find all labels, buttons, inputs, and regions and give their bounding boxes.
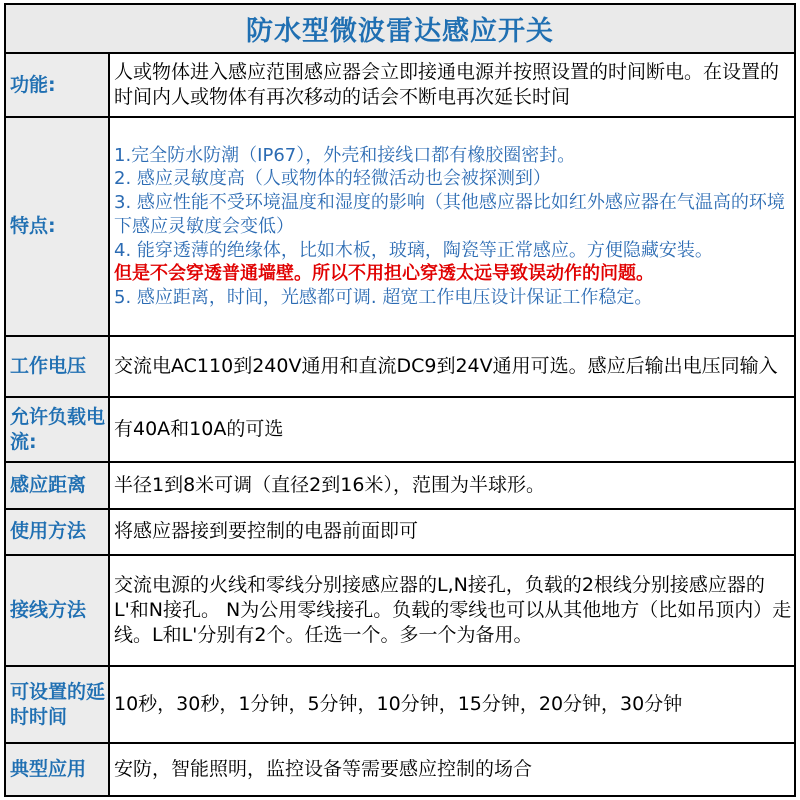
voltage-text: 交流电AC110到240V通用和直流DC9到24V通用可选。感应后输出电压同输入	[114, 354, 778, 377]
row-delay	[5, 666, 795, 743]
value-applications: 安防，智能照明，监控设备等需要感应控制的场合	[109, 743, 795, 796]
feature-item-3: 3. 感应性能不受环境温度和湿度的影响（其他感应器比如红外感应器在气温高的环境下感应灵敏度会变低）	[114, 192, 785, 237]
feature-item-5: 5. 感应距离，时间，光感都可调. 超宽工作电压设计保证工作稳定。	[114, 287, 653, 309]
value-wiring: 交流电源的火线和零线分别接感应器的L,N接孔，负载的2根线分别接感应器的L'和N接孔。 N为公用零线接孔。负载的零线也可以从其他地方（比如吊顶内）走线。L和L'分别有2个。任选一个。多一个为备用。	[109, 555, 795, 667]
row-features	[5, 117, 795, 336]
label-applications: 典型应用	[5, 743, 109, 796]
value-voltage	[109, 336, 795, 396]
row-distance	[5, 462, 795, 508]
label-voltage: 工作电压	[5, 336, 109, 396]
label-wiring: 接线方法	[5, 555, 109, 667]
row-applications	[5, 743, 795, 796]
label-delay: 可设置的延时时间	[5, 666, 109, 743]
value-load: 有40A和10A的可选	[109, 397, 795, 463]
value-distance: 半径1到8米可调（直径2到16米），范围为半球形。	[109, 462, 795, 508]
label-load: 允许负载电流:	[5, 397, 109, 463]
row-load	[5, 397, 795, 463]
label-function: 功能:	[5, 53, 109, 117]
row-usage	[5, 509, 795, 555]
value-usage: 将感应器接到要控制的电器前面即可	[109, 509, 795, 555]
feature-warning: 但是不会穿透普通墙壁。所以不用担心穿透太远导致误动作的问题。	[114, 263, 654, 285]
row-voltage	[5, 336, 795, 396]
title-row	[5, 4, 795, 53]
value-delay: 10秒，30秒，1分钟，5分钟，10分钟，15分钟，20分钟，30分钟	[109, 666, 795, 743]
value-function: 人或物体进入感应范围感应器会立即接通电源并按照设置的时间断电。在设置的时间内人或物体有再次移动的话会不断电再次延长时间	[109, 53, 795, 117]
row-function	[5, 53, 795, 117]
feature-item-2: 2. 感应灵敏度高（人或物体的轻微活动也会被探测到）	[114, 168, 551, 190]
value-features	[109, 117, 795, 336]
row-wiring	[5, 555, 795, 667]
table-title: 防水型微波雷达感应开关	[5, 4, 795, 53]
label-distance: 感应距离	[5, 462, 109, 508]
spec-table	[4, 3, 796, 797]
label-features: 特点:	[5, 117, 109, 336]
feature-item-1: 1.完全防水防潮（IP67），外壳和接线口都有橡胶圈密封。	[114, 144, 576, 166]
feature-item-4: 4. 能穿透薄的绝缘体，比如木板，玻璃，陶瓷等正常感应。方便隐藏安装。	[114, 239, 713, 261]
label-usage: 使用方法	[5, 509, 109, 555]
